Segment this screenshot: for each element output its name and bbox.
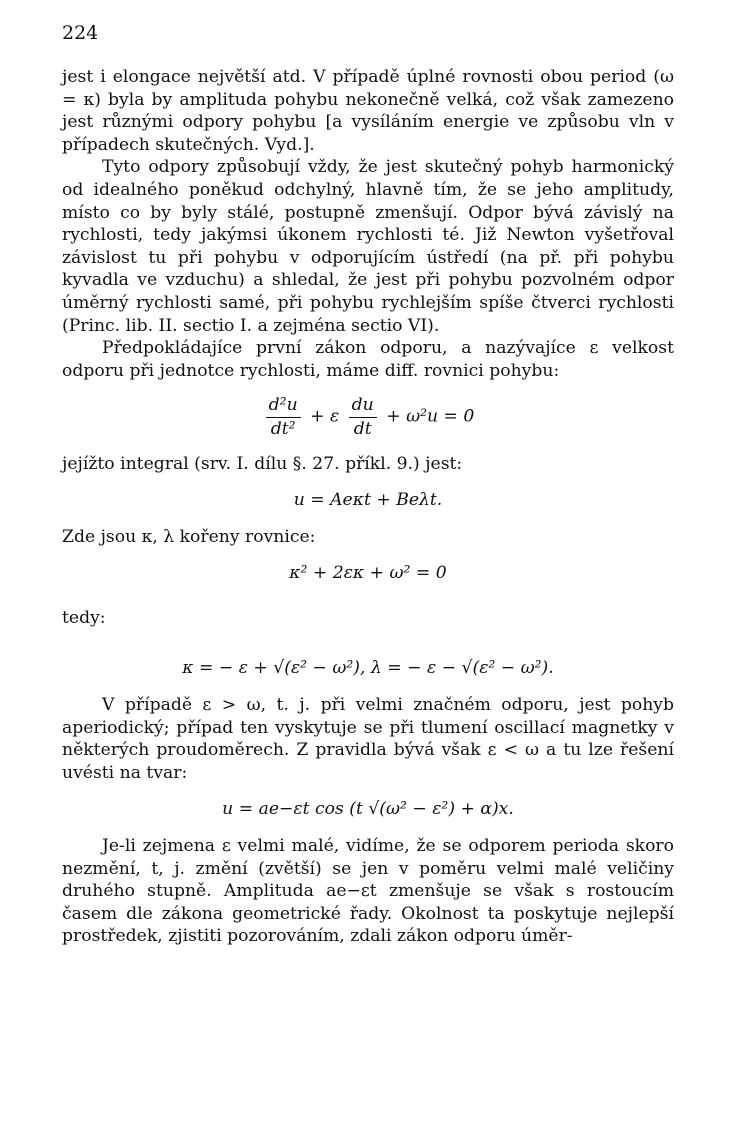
equation-differential [62,394,674,440]
equation-damped-solution: u = ae−εt cos (t √(ω² − ε²) + α)x. [222,799,514,820]
equation-term: + ω²u = 0 [386,406,475,427]
page-number: 224 [62,22,99,44]
equation-roots: κ = − ε + √(ε² − ω²), λ = − ε − √(ε² − ω²). [182,658,554,679]
equation-term: + ε [310,406,340,427]
fraction-denominator: dt [353,418,372,439]
fraction-numerator: d²u [266,394,301,418]
paragraph-6: tedy: [62,607,106,628]
fraction-second-derivative [266,394,301,440]
equation-characteristic: κ² + 2εκ + ω² = 0 [289,563,447,584]
page-body [62,66,674,948]
paragraph-3: Předpokládajíce první zákon odporu, a nazývajíce ε velkost odporu při jednotce rychlosti, máme diff. rovnici pohybu: [62,338,674,381]
fraction-first-derivative [349,394,377,440]
paragraph-4: jejížto integral (srv. I. dílu §. 27. příkl. 9.) jest: [62,453,463,474]
paragraph-5: Zde jsou κ, λ kořeny rovnice: [62,526,316,547]
fraction-numerator: du [349,394,377,418]
equation-integral: u = Aeκt + Beλt. [293,490,443,511]
fraction-denominator: dt² [270,418,296,439]
paragraph-7: V případě ε > ω, t. j. při velmi značném odporu, jest pohyb aperiodický; případ ten vyskytuje se při tlumení oscillací magnetky v některých proudoměrech. Z pravidla bývá však ε < ω a tu lze řešení uvésti na tvar: [62,695,674,783]
paragraph-2: Tyto odpory způsobují vždy, že jest skutečný pohyb harmonický od idealného poněkud odchylný, hlavně tím, že se jeho amplitudy, místo co by byly stálé, postupně zmenšují. Odpor bývá závislý na rychlosti, tedy jakýmsi úkonem rychlosti té. Již Newton vyšetřoval závislost tu při pohybu v odporujícím ústředí (na př. při pohybu kyvadla ve vzduchu) a shledal, že jest při pohybu pozvolném odpor úměrný rychlosti samé, při pohybu rychlejším spíše čtverci rychlosti (Princ. lib. II. sectio I. a zejména sectio VI). [62,157,674,336]
paragraph-8: Je-li zejmena ε velmi malé, vidíme, že se odporem perioda skoro nezmění, t, j. změní (zvětší) se jen v poměru velmi malé veličiny druhého stupně. Amplituda ae−εt zmenšuje se však s rostoucím časem dle zákona geometrické řady. Okolnost ta poskytuje nejlepší prostředek, zjistiti pozorováním, zdali zákon odporu úměr- [62,836,674,947]
paragraph-1: jest i elongace největší atd. V případě úplné rovnosti obou period (ω = κ) byla by amplituda pohybu nekonečně velká, což však zamezeno jest různými odpory pohybu [a vysíláním energie ve způsobu vln v případech skutečných. Vyd.]. [62,67,674,155]
